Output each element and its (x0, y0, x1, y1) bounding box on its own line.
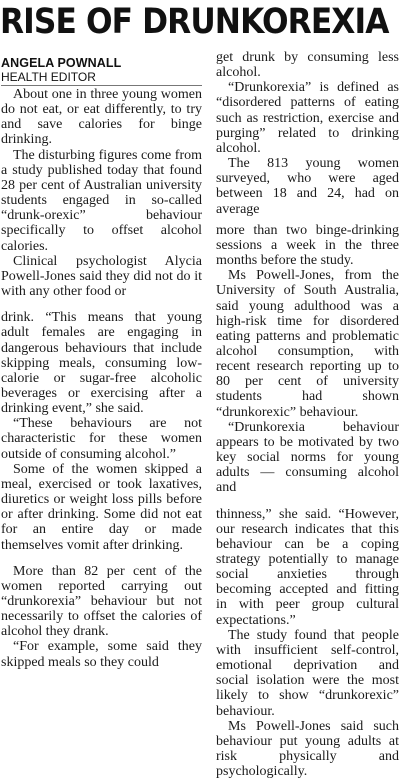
paragraph: “Drunkorexia” is defined as “disordered patterns of eating such as restriction, exercise and purging” related to drinking alcohol. (216, 80, 399, 156)
byline-role: HEALTH EDITOR (1, 70, 202, 86)
paragraph: “These behaviours are not characteristic for these women outside of consuming alcohol.” (1, 416, 202, 462)
paragraph: “Drunkorexia behaviour appears to be motivated by two key social norms for young adults — consuming alcohol and (216, 419, 399, 496)
paragraph: Ms Powell-Jones said such behaviour put young adults at risk physically and psychologically. (216, 718, 399, 779)
paragraph: Some of the women skipped a meal, exercised or took laxatives, diuretics or weight loss pills before or after drinking. Some did not eat for an entire day or made themselves vomit after drinking. (1, 461, 202, 553)
paragraph: “For example, some said they skipped meals so they could (1, 639, 202, 670)
paragraph-continued: drink. “This means that young adult females are engaging in dangerous behaviours that include skipping meals, consuming low-calorie or sugar-free alcoholic beverages or exercising after a drinking event,” she said. (1, 310, 202, 417)
paragraph-continued: thinness,” she said. “However, our research indicates that this behaviour can be a coping strategy potentially to manage social anxieties through becoming accepted and fitting in with peer group cultural expectations.” (216, 506, 399, 628)
paragraph: The 813 young women surveyed, who were aged between 18 and 24, had on average (216, 156, 399, 217)
paragraph: About one in three young women do not eat, or eat differently, to try and save calories for binge drinking. (1, 87, 202, 148)
paragraph: The study found that people with insufficient self-control, emotional deprivation and social isolation were the most likely to show “drunkorexic” behaviour. (216, 627, 399, 719)
paragraph-continued: more than two binge-drinking sessions a week in the three months before the study. (216, 222, 399, 269)
paragraph: The disturbing figures come from a study published today that found 28 per cent of Australian university students engaged in so-called “drunk-orexic” behaviour specifically to offset alcohol calories. (1, 147, 202, 254)
paragraph: Clinical psychologist Alycia Powell-Jones said they did not do it with any other food or (1, 253, 202, 300)
paragraph-continued: get drunk by consuming less alcohol. (216, 50, 399, 81)
byline-name: ANGELA POWNALL (1, 56, 122, 70)
headline: RISE OF DRUNKOREXIA (0, 2, 389, 42)
paragraph: More than 82 per cent of the women reported carrying out “drunkorexia” behaviour but not necessarily to offset the calories of alcohol they drank. (1, 563, 202, 640)
paragraph: Ms Powell-Jones, from the University of South Australia, said young adulthood was a high-risk time for disordered eating patterns and problematic alcohol consumption, with recent research reporting up to 80 per cent of university students had shown “drunkorexic” behaviour. (216, 268, 399, 420)
article-column-left (1, 56, 202, 670)
article-column-right (216, 50, 399, 779)
